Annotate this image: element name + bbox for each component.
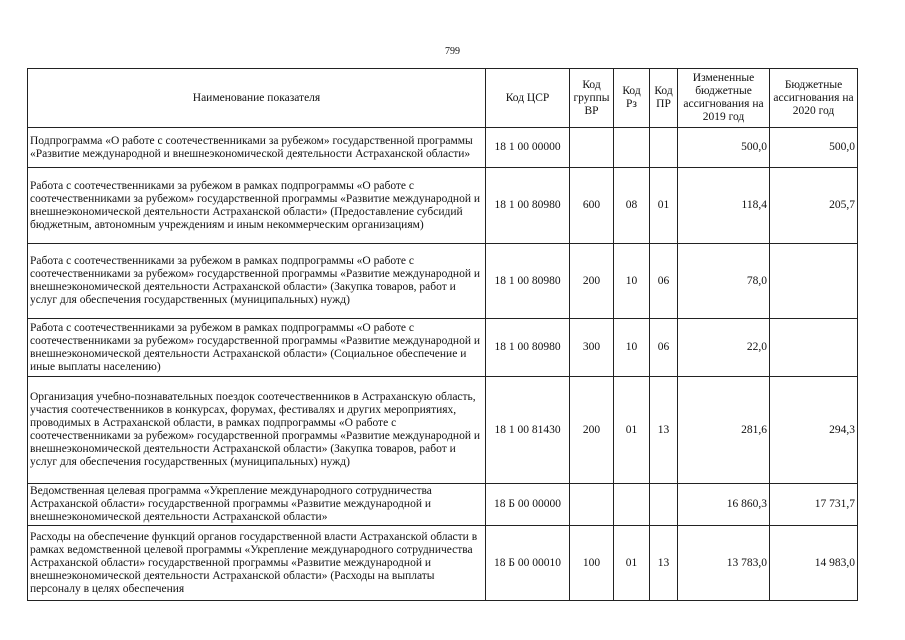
row-name: Ведомственная целевая программа «Укрепление международного сотрудничества Астраханской области» государственной программы «Развитие международной и внешнеэкономической деятельности Астраханской области» bbox=[28, 484, 486, 526]
row-vr: 300 bbox=[570, 319, 614, 377]
row-2020: 205,7 bbox=[770, 168, 858, 244]
header-name: Наименование показателя bbox=[28, 69, 486, 128]
row-vr bbox=[570, 128, 614, 168]
row-2020 bbox=[770, 319, 858, 377]
row-rz: 10 bbox=[614, 319, 650, 377]
row-2020 bbox=[770, 244, 858, 319]
row-pr: 13 bbox=[650, 526, 678, 601]
row-name: Работа с соотечественниками за рубежом в рамках подпрограммы «О работе с соотечественниками за рубежом» государственной программы «Развитие международной и внешнеэкономической деятельности Астраханской области» (Социальное обеспечение и иные выплаты населению) bbox=[28, 319, 486, 377]
header-csr: Код ЦСР bbox=[486, 69, 570, 128]
row-pr: 13 bbox=[650, 377, 678, 484]
budget-table bbox=[27, 68, 858, 601]
row-csr: 18 1 00 80980 bbox=[486, 319, 570, 377]
row-2019: 78,0 bbox=[678, 244, 770, 319]
row-csr: 18 1 00 00000 bbox=[486, 128, 570, 168]
row-2019: 118,4 bbox=[678, 168, 770, 244]
row-name: Работа с соотечественниками за рубежом в рамках подпрограммы «О работе с соотечественниками за рубежом» государственной программы «Развитие международной и внешнеэкономической деятельности Астраханской области» (Предоставление субсидий бюджетным, автономным учреждениям и иным некоммерческим организациям) bbox=[28, 168, 486, 244]
table-row bbox=[28, 319, 858, 377]
row-pr bbox=[650, 128, 678, 168]
row-2019: 22,0 bbox=[678, 319, 770, 377]
row-rz: 08 bbox=[614, 168, 650, 244]
row-2019: 13 783,0 bbox=[678, 526, 770, 601]
row-csr: 18 1 00 80980 bbox=[486, 244, 570, 319]
row-vr: 100 bbox=[570, 526, 614, 601]
row-rz: 01 bbox=[614, 526, 650, 601]
row-name: Работа с соотечественниками за рубежом в рамках подпрограммы «О работе с соотечественниками за рубежом» государственной программы «Развитие международной и внешнеэкономической деятельности Астраханской области» (Закупка товаров, работ и услуг для обеспечения государственных (муниципальных) нужд) bbox=[28, 244, 486, 319]
row-csr: 18 Б 00 00000 bbox=[486, 484, 570, 526]
table-row bbox=[28, 128, 858, 168]
row-vr: 200 bbox=[570, 377, 614, 484]
row-csr: 18 Б 00 00010 bbox=[486, 526, 570, 601]
row-vr bbox=[570, 484, 614, 526]
row-2019: 281,6 bbox=[678, 377, 770, 484]
page-number: 799 bbox=[445, 46, 460, 57]
table-row bbox=[28, 526, 858, 601]
row-pr: 06 bbox=[650, 319, 678, 377]
row-csr: 18 1 00 80980 bbox=[486, 168, 570, 244]
row-2020: 294,3 bbox=[770, 377, 858, 484]
row-2020: 17 731,7 bbox=[770, 484, 858, 526]
row-2020: 500,0 bbox=[770, 128, 858, 168]
header-row bbox=[28, 69, 858, 128]
row-name: Расходы на обеспечение функций органов государственной власти Астраханской области в рамках ведомственной целевой программы «Укрепление международного сотрудничества Астраханской области» государственной программы «Развитие международной и внешнеэкономической деятельности Астраханской области» (Расходы на выплаты персоналу в целях обеспечения bbox=[28, 526, 486, 601]
table-row bbox=[28, 244, 858, 319]
row-name: Подпрограмма «О работе с соотечественниками за рубежом» государственной программы «Развитие международной и внешнеэкономической деятельности Астраханской области» bbox=[28, 128, 486, 168]
row-name: Организация учебно-познавательных поездок соотечественников в Астраханскую область, участия соотечественников в конкурсах, форумах, фестивалях и других мероприятиях, проводимых в Астраханской области, в рамках подпрограммы «О работе с соотечественниками за рубежом» государственной программы «Развитие международной и внешнеэкономической деятельности Астраханской области» (Закупка товаров, работ и услуг для обеспечения государственных (муниципальных) нужд) bbox=[28, 377, 486, 484]
row-rz bbox=[614, 484, 650, 526]
table-row bbox=[28, 168, 858, 244]
header-2020: Бюджетные ассигнования на 2020 год bbox=[770, 69, 858, 128]
table-row bbox=[28, 484, 858, 526]
header-pr: Код ПР bbox=[650, 69, 678, 128]
row-rz: 01 bbox=[614, 377, 650, 484]
row-csr: 18 1 00 81430 bbox=[486, 377, 570, 484]
row-2019: 500,0 bbox=[678, 128, 770, 168]
row-vr: 200 bbox=[570, 244, 614, 319]
table-row bbox=[28, 377, 858, 484]
row-rz: 10 bbox=[614, 244, 650, 319]
row-pr: 01 bbox=[650, 168, 678, 244]
row-2019: 16 860,3 bbox=[678, 484, 770, 526]
row-2020: 14 983,0 bbox=[770, 526, 858, 601]
header-vr: Код группы ВР bbox=[570, 69, 614, 128]
row-vr: 600 bbox=[570, 168, 614, 244]
header-rz: Код Рз bbox=[614, 69, 650, 128]
row-pr: 06 bbox=[650, 244, 678, 319]
row-pr bbox=[650, 484, 678, 526]
header-2019: Измененные бюджетные ассигнования на 2019 год bbox=[678, 69, 770, 128]
row-rz bbox=[614, 128, 650, 168]
